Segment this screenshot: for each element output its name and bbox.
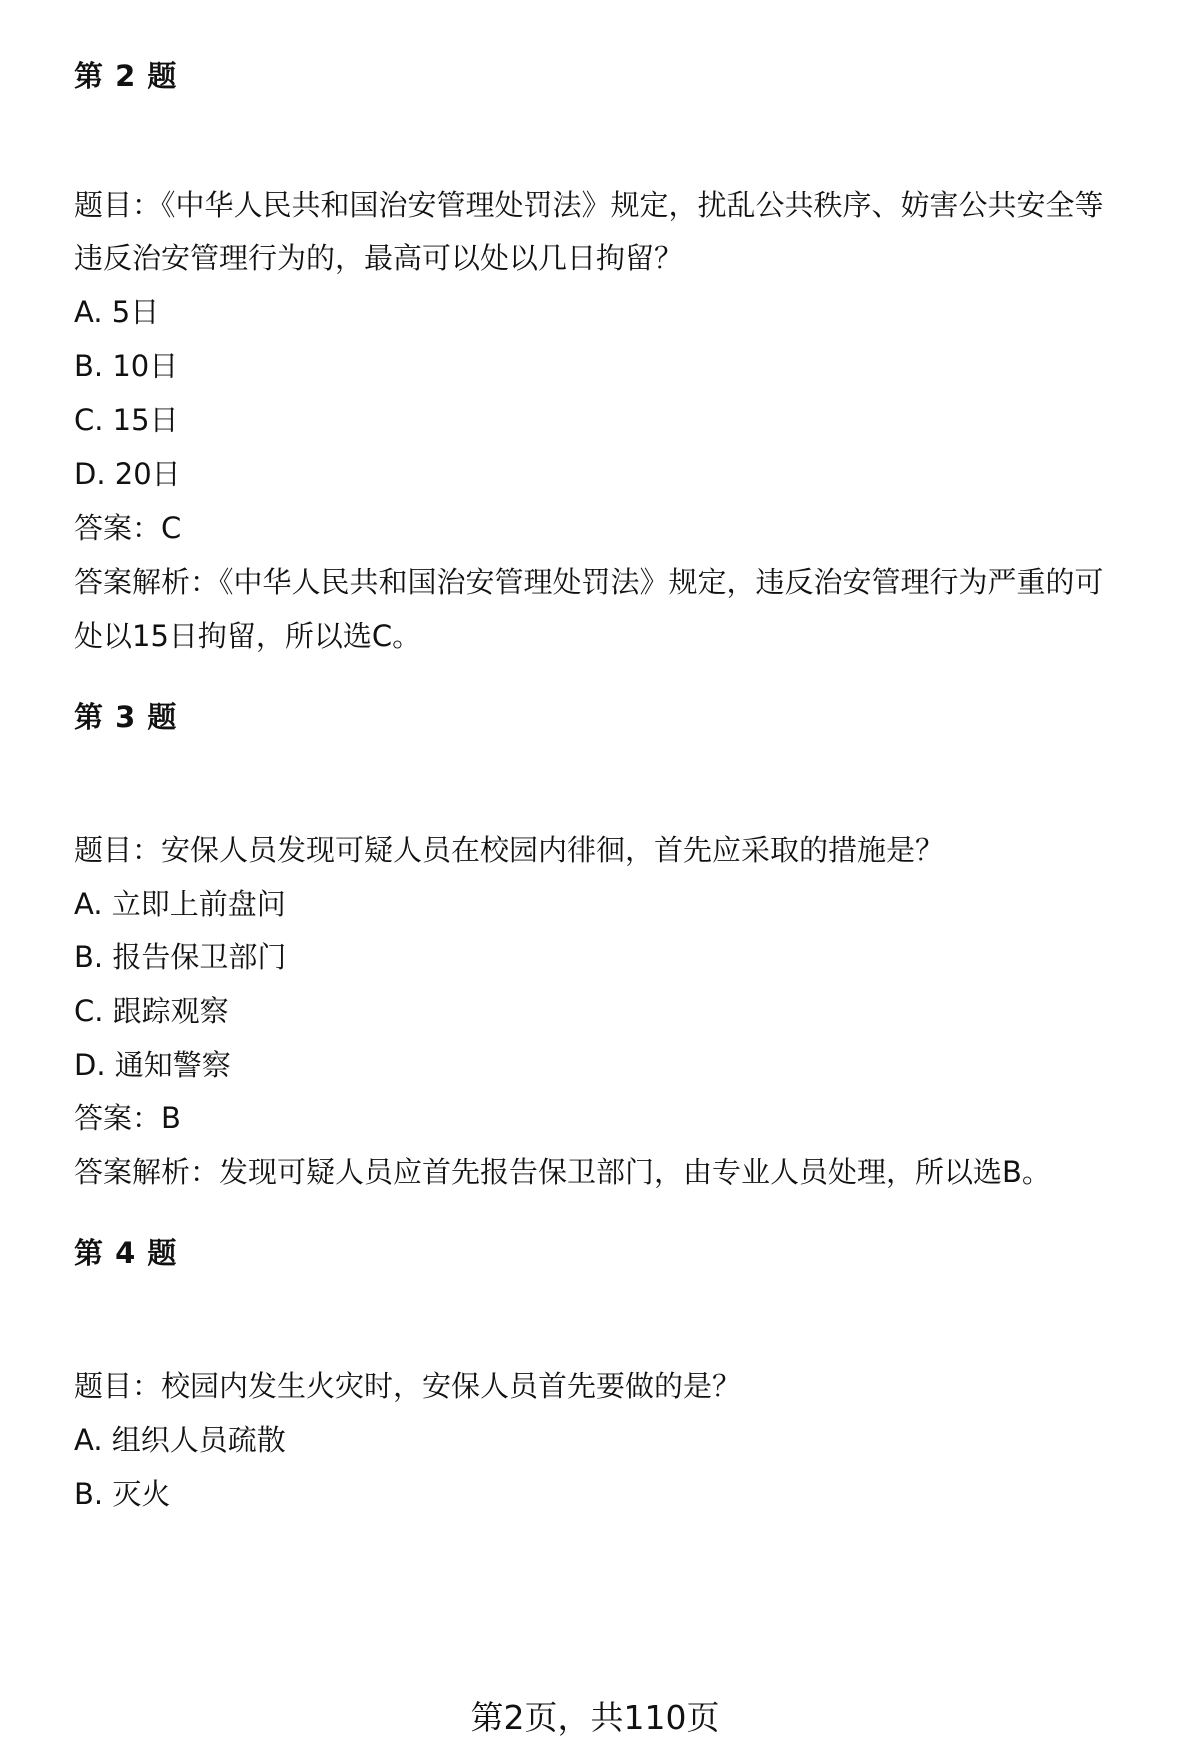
question-2-option-c: C. 15日 xyxy=(74,403,179,437)
question-2-answer: 答案：C xyxy=(74,511,182,545)
question-3-option-b: B. 报告保卫部门 xyxy=(74,940,287,974)
page-number-footer: 第2页，共110页 xyxy=(470,1698,720,1737)
question-3-analysis-line-1: 答案解析：发现可疑人员应首先报告保卫部门，由专业人员处理，所以选B。 xyxy=(74,1155,1051,1189)
question-3-heading: 第 3 题 xyxy=(74,700,178,734)
question-4-heading: 第 4 题 xyxy=(74,1236,178,1270)
question-2-heading: 第 2 题 xyxy=(74,59,178,93)
question-3-option-c: C. 跟踪观察 xyxy=(74,994,229,1028)
question-2-stem-line-2: 违反治安管理行为的，最高可以处以几日拘留？ xyxy=(74,241,684,275)
question-2-option-a: A. 5日 xyxy=(74,295,160,329)
question-4-stem-line-1: 题目：校园内发生火灾时，安保人员首先要做的是？ xyxy=(74,1369,742,1403)
question-3-answer: 答案：B xyxy=(74,1101,181,1135)
question-3-option-d: D. 通知警察 xyxy=(74,1048,231,1082)
question-2-option-d: D. 20日 xyxy=(74,457,181,491)
question-2-option-b: B. 10日 xyxy=(74,349,179,383)
question-3-stem-line-1: 题目：安保人员发现可疑人员在校园内徘徊，首先应采取的措施是？ xyxy=(74,833,945,867)
question-4-option-b: B. 灭火 xyxy=(74,1477,171,1511)
question-3-option-a: A. 立即上前盘问 xyxy=(74,887,286,921)
question-2-analysis-line-2: 处以15日拘留，所以选C。 xyxy=(74,619,422,653)
question-2-analysis-line-1: 答案解析：《中华人民共和国治安管理处罚法》规定，违反治安管理行为严重的可 xyxy=(74,565,1104,599)
question-4-option-a: A. 组织人员疏散 xyxy=(74,1423,286,1457)
question-2-stem-line-1: 题目：《中华人民共和国治安管理处罚法》规定，扰乱公共秩序、妨害公共安全等 xyxy=(74,188,1104,222)
